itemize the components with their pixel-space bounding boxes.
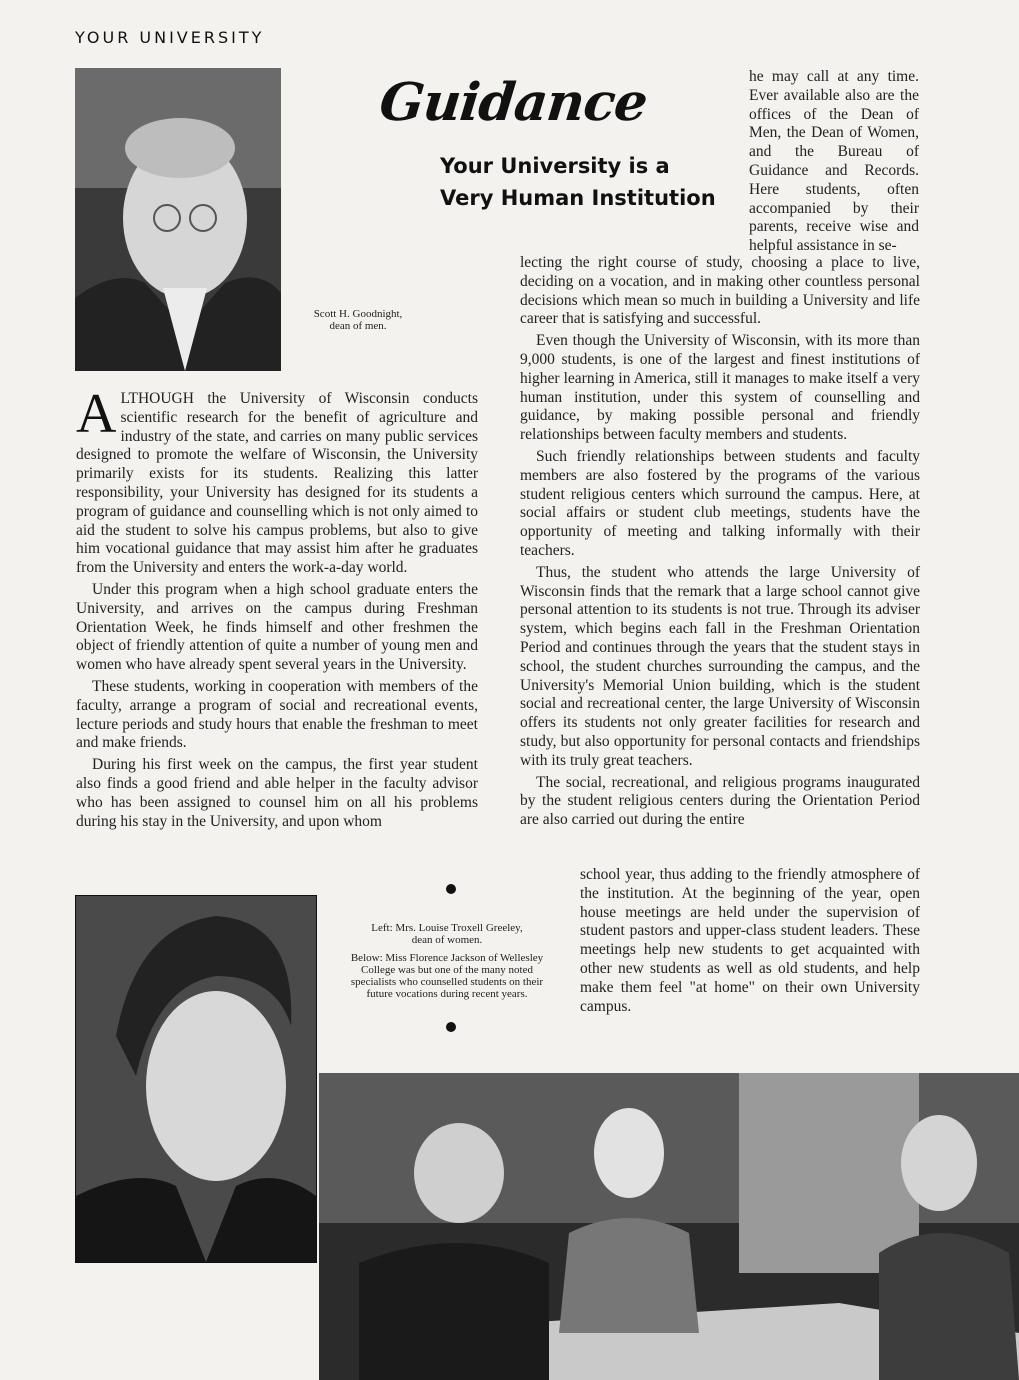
left-paragraph-3: These students, working in cooperation with members of the faculty, arrange a program of social and recreational events, lecture periods and study hours that enable the freshman to meet and make friends. xyxy=(76,677,478,752)
caption-below: Below: Miss Florence Jackson of Wellesley College was but one of the many noted specialists who counselled students on their future vocations during recent years. xyxy=(350,952,544,1000)
right-column-top-narrow: he may call at any time. Ever available also are the offices of the Dean of Men, the Dean of Women, and the Bureau of Guidance and Records. Here students, often accompanied by their parents, receive wise and helpful assistance in se- xyxy=(749,68,919,255)
right-paragraph-2: Even though the University of Wisconsin, with its more than 9,000 students, is one of the largest and finest institutions of higher learning in America, still it manages to make itself a very human institution, under this system of counselling and guidance, by making possible personal and friendly relationships between faculty members and students. xyxy=(520,332,920,444)
subtitle xyxy=(440,150,740,214)
bullet-bottom xyxy=(446,1022,456,1032)
subtitle-line-2: Very Human Institution xyxy=(440,186,716,210)
left-paragraph-1-text: LTHOUGH the University of Wisconsin conducts scientific research for the benefit of agriculture and industry of the state, and carries on many public services designed to promote the welfare of Wisconsin, the University primarily exists for its students. Realizing this latter responsibility, your University has designed for its students a program of guidance and counselling which is not only aimed to aid the student to solve his campus problems, but also to give him vocational guidance that may assist him after he graduates from the University and enters the work-a-day world. xyxy=(76,390,478,577)
portrait-dean-of-men xyxy=(75,68,281,371)
running-head: YOUR UNIVERSITY xyxy=(75,28,265,47)
right-paragraph-1: lecting the right course of study, choosing a place to live, deciding on a vocation, and in making other countless personal decisions which mean so much in building a University and life career that is satisfying and successful. xyxy=(520,254,920,328)
caption-line-1: Scott H. Goodnight, xyxy=(313,308,403,320)
left-paragraph-4: During his first week on the campus, the first year student also finds a good friend and able helper in the faculty advisor who has been assigned to counsel him on all his problems during his stay in the University, and upon whom xyxy=(76,756,478,830)
drop-cap: A xyxy=(76,383,117,445)
captions-mid xyxy=(344,922,550,1000)
left-column xyxy=(76,383,478,834)
page-title: Guidance xyxy=(376,72,650,133)
caption-left-line-1: Left: Mrs. Louise Troxell Greeley, xyxy=(371,922,523,934)
right-paragraph-3: Such friendly relationships between students and faculty members are also fostered by the programs of the various student religious centers which surround the campus. Here, at social affairs or student club meetings, students have the opportunity of meeting and talking informally with their teachers. xyxy=(520,447,920,559)
portrait-dean-of-women xyxy=(75,895,317,1263)
photo-group-counselling xyxy=(319,1073,1019,1380)
caption-dean-of-men xyxy=(296,308,420,332)
right-paragraph-4: Thus, the student who attends the large University of Wisconsin finds that the remark that a large school cannot give personal attention to its students is not true. Through its adviser system, which begins each fall in the Freshman Orientation Period and continues through the years that the student stays in school, the student churches surrounding the campus, and the University's Memorial Union building, which is the student social and recreational center, the large University of Wisconsin offers its students not only greater facilities for research and study, but also opportunity for personal contacts and friendships with its truly great teachers. xyxy=(520,563,920,769)
right-column-main xyxy=(520,254,920,833)
left-paragraph-2: Under this program when a high school graduate enters the University, and arrives on the campus during Freshman Orientation Week, he finds himself and other freshmen the object of friendly attention of quite a number of young men and women who have already spent several years in the University. xyxy=(76,580,478,674)
right-column-bottom-narrow: school year, thus adding to the friendly atmosphere of the institution. At the beginning of the year, open house meetings are held under the supervision of student pastors and upper-class student leaders. These meetings help new students to get acquainted with other new students as well as old students, and help make them feel "at home" on their own University campus. xyxy=(580,866,920,1015)
bullet-top xyxy=(446,884,456,894)
caption-left-line-2: dean of women. xyxy=(411,934,483,946)
caption-line-2: dean of men. xyxy=(329,320,387,332)
left-paragraph-1 xyxy=(76,383,478,578)
subtitle-line-1: Your University is a xyxy=(440,154,670,178)
right-paragraph-5: The social, recreational, and religious programs inaugurated by the student religious centers during the Orientation Period are also carried out during the entire xyxy=(520,773,920,829)
